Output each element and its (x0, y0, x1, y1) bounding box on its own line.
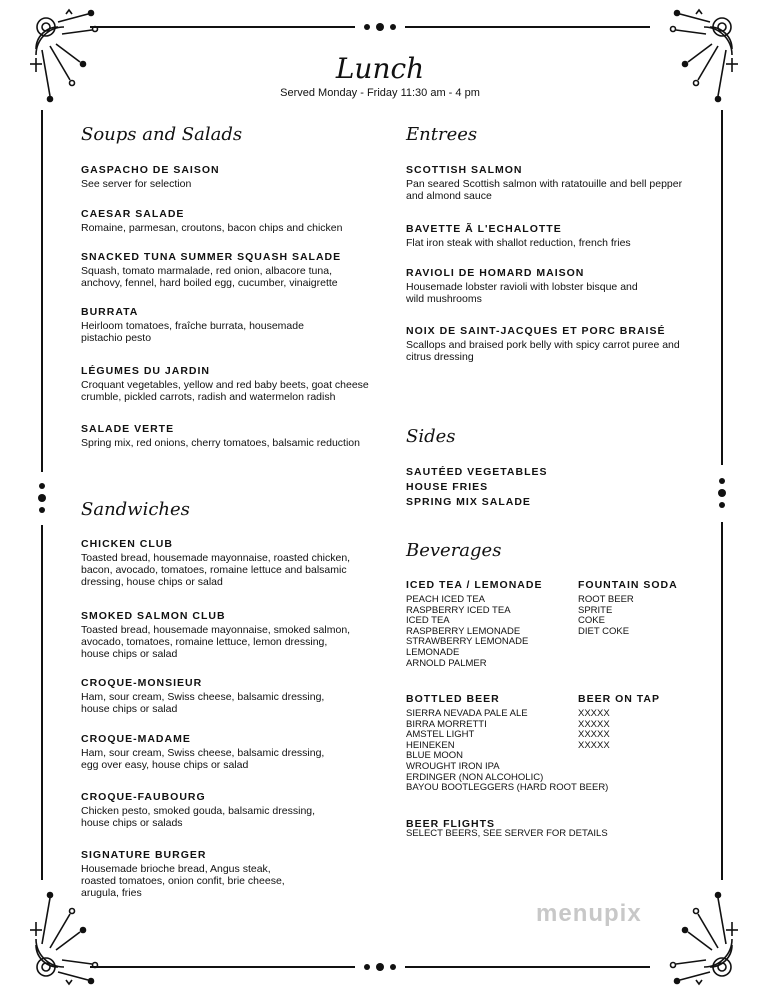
menu-item (81, 423, 381, 449)
drink-item: AMSTEL LIGHT (406, 729, 475, 741)
drink-item: XXXXX (578, 729, 610, 741)
bottled-beer-heading: BOTTLED BEER (406, 693, 500, 705)
beer-flights-heading: BEER FLIGHTS (406, 818, 496, 830)
drink-item: LEMONADE (406, 646, 460, 658)
beverages-heading: Beverages (406, 540, 502, 561)
menu-item (406, 325, 706, 363)
drink-item: BLUE MOON (406, 750, 464, 762)
iced-tea-heading: ICED TEA / LEMONADE (406, 579, 543, 591)
drink-item: COKE (578, 615, 605, 627)
item-description: Squash, tomato marmalade, red onion, albacore tuna, anchovy, fennel, hard boiled egg, cucumber, vinaigrette (81, 265, 338, 289)
drink-item: ARNOLD PALMER (406, 657, 487, 669)
menu-item (81, 306, 381, 344)
drink-item: RASPBERRY LEMONADE (406, 625, 521, 637)
side-item: SAUTÉED VEGETABLES (406, 466, 548, 478)
item-name: SMOKED SALMON CLUB (81, 610, 226, 622)
entrees-heading: Entrees (406, 124, 478, 145)
item-name: BAVETTE Ã L'ECHALOTTE (406, 223, 562, 235)
item-description: Pan seared Scottish salmon with ratatouille and bell pepper and almond sauce (406, 178, 683, 202)
drink-item: ICED TEA (406, 615, 450, 627)
drink-item: XXXXX (578, 739, 610, 751)
item-description: Chicken pesto, smoked gouda, balsamic dressing, house chips or salads (81, 805, 316, 829)
menu-title: Lunch (335, 52, 425, 85)
item-name: NOIX DE SAINT-JACQUES ET PORC BRAISÉ (406, 325, 666, 337)
menu-item (406, 267, 706, 305)
soups-salads-heading: Soups and Salads (81, 124, 243, 145)
menu-item (81, 164, 381, 190)
item-name: GASPACHO DE SAISON (81, 164, 220, 176)
item-description: Ham, sour cream, Swiss cheese, balsamic dressing, house chips or salad (81, 691, 325, 715)
sides-heading: Sides (406, 426, 456, 447)
item-name: LÉGUMES DU JARDIN (81, 365, 211, 377)
item-description: Scallops and braised pork belly with spicy carrot puree and citrus dressing (406, 339, 680, 363)
menu-item (81, 208, 381, 234)
item-description: Toasted bread, housemade mayonnaise, smoked salmon, avocado, tomatoes, romaine lettuce, lemon dressing, house chips or salad (81, 624, 351, 660)
drink-item: BIRRA MORRETTI (406, 718, 487, 730)
drink-item: SPRITE (578, 604, 613, 616)
item-name: CHICKEN CLUB (81, 538, 173, 550)
menu-item (81, 365, 381, 403)
side-item: HOUSE FRIES (406, 481, 489, 493)
fountain-soda-heading: FOUNTAIN SODA (578, 579, 678, 591)
beer-on-tap-list (578, 709, 610, 751)
item-name: CAESAR SALADE (81, 208, 185, 220)
drink-item: SIERRA NEVADA PALE ALE (406, 708, 528, 719)
beer-on-tap-heading: BEER ON TAP (578, 693, 660, 705)
drink-item: ERDINGER (NON ALCOHOLIC) (406, 771, 544, 783)
drink-item: BAYOU BOOTLEGGERS (HARD ROOT BEER) (406, 782, 609, 794)
item-name: SNACKED TUNA SUMMER SQUASH SALADE (81, 251, 342, 263)
item-name: SCOTTISH SALMON (406, 164, 523, 176)
item-description: Spring mix, red onions, cherry tomatoes, balsamic reduction (81, 437, 360, 449)
item-name: CROQUE-MONSIEUR (81, 677, 203, 689)
drink-item: PEACH ICED TEA (406, 594, 486, 605)
menu-item (406, 164, 706, 202)
menu-item (81, 610, 381, 660)
item-description: Ham, sour cream, Swiss cheese, balsamic dressing, egg over easy, house chips or salad (81, 747, 325, 771)
menu-item (81, 733, 381, 771)
menu-hours: Served Monday - Friday 11:30 am - 4 pm (280, 87, 480, 99)
item-name: CROQUE-FAUBOURG (81, 791, 206, 803)
menu-item (81, 251, 381, 289)
menu-item (406, 223, 706, 249)
drink-item: XXXXX (578, 708, 610, 719)
drink-item: RASPBERRY ICED TEA (406, 604, 511, 616)
drink-item: XXXXX (578, 718, 610, 730)
drink-item: WROUGHT IRON IPA (406, 760, 500, 772)
item-name: SIGNATURE BURGER (81, 849, 207, 861)
menu-item (81, 677, 381, 715)
item-description: Romaine, parmesan, croutons, bacon chips and chicken (81, 222, 343, 234)
beer-flights-description: SELECT BEERS, SEE SERVER FOR DETAILS (406, 828, 608, 839)
menu-item (81, 538, 381, 588)
fountain-soda-list (578, 595, 634, 637)
item-name: CROQUE-MADAME (81, 733, 191, 745)
drink-item: STRAWBERRY LEMONADE (406, 636, 529, 648)
item-description: Heirloom tomatoes, fraîche burrata, housemade pistachio pesto (81, 320, 304, 344)
iced-tea-list (406, 595, 528, 669)
sandwiches-heading: Sandwiches (81, 499, 190, 520)
side-item: SPRING MIX SALADE (406, 496, 531, 508)
menu-item (81, 849, 381, 899)
item-description: Flat iron steak with shallot reduction, french fries (406, 237, 631, 249)
item-description: See server for selection (81, 178, 192, 190)
item-description: Croquant vegetables, yellow and red baby beets, goat cheese crumble, pickled carrots, radish and watermelon radish (81, 379, 369, 403)
item-name: BURRATA (81, 306, 139, 318)
item-name: SALADE VERTE (81, 423, 175, 435)
watermark: menupix (536, 900, 642, 927)
item-description: Housemade lobster ravioli with lobster bisque and wild mushrooms (406, 281, 638, 305)
menu-item (81, 791, 381, 829)
drink-item: HEINEKEN (406, 739, 455, 751)
drink-item: ROOT BEER (578, 594, 634, 605)
drink-item: DIET COKE (578, 625, 630, 637)
item-name: RAVIOLI DE HOMARD MAISON (406, 267, 585, 279)
item-description: Toasted bread, housemade mayonnaise, roasted chicken, bacon, avocado, tomatoes, romaine lettuce and balsamic dressing, house chips or salad (81, 552, 351, 588)
item-description: Housemade brioche bread, Angus steak, roasted tomatoes, onion confit, brie cheese, arugula, fries (81, 863, 285, 899)
